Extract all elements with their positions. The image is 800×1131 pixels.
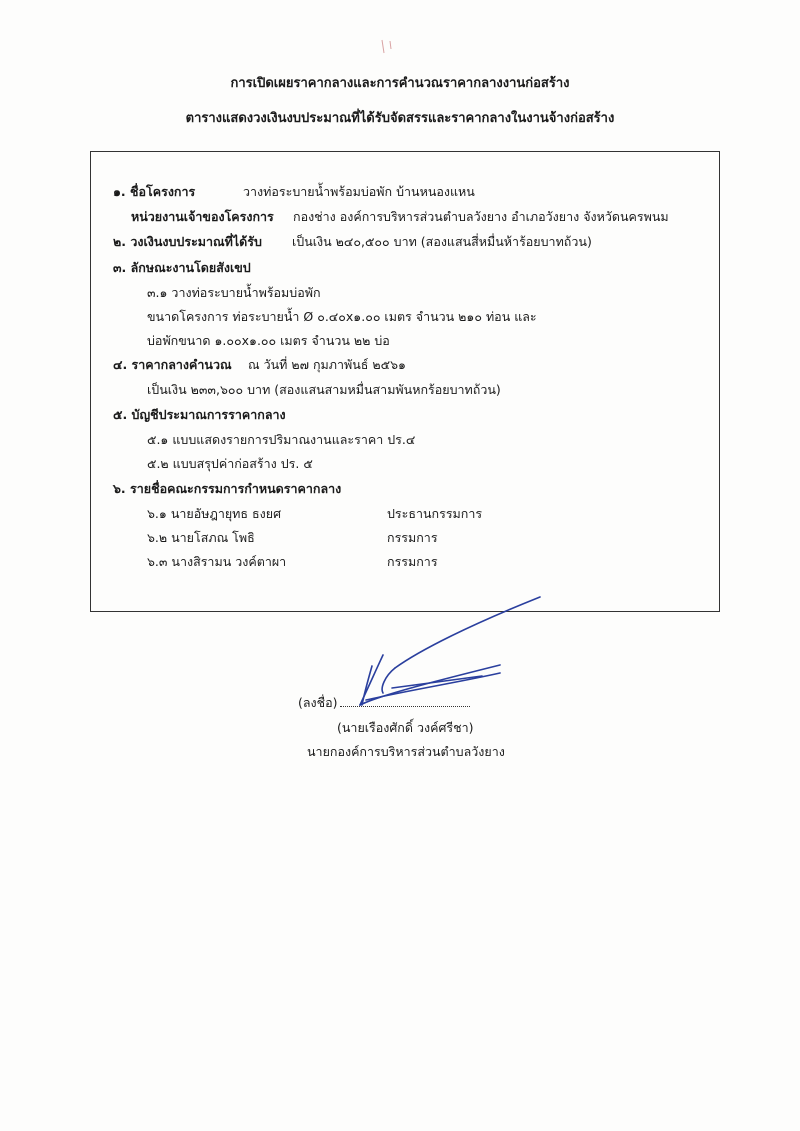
document-subtitle: ตารางแสดงวงเงินงบประมาณที่ได้รับจัดสรรและราคากลางในงานจ้างก่อสร้าง	[185, 111, 615, 126]
project-name-label: ๑. ชื่อโครงการ	[113, 184, 196, 199]
estimate-item-2: ๕.๒ แบบสรุปค่าก่อสร้าง ปร. ๕	[147, 456, 313, 471]
median-price-label: ๔. ราคากลางคำนวณ	[113, 357, 232, 372]
project-name-value: วางท่อระบายน้ำพร้อมบ่อพัก บ้านหนองแหน	[243, 184, 475, 199]
committee-member-role: ประธานกรรมการ	[387, 506, 483, 521]
median-price-date: ณ วันที่ ๒๗ กุมภาพันธ์ ๒๕๖๑	[248, 357, 406, 372]
scope-line-3: บ่อพักขนาด ๑.๐๐x๑.๐๐ เมตร จำนวน ๒๒ บ่อ	[147, 333, 390, 348]
scope-line-1: ๓.๑ วางท่อระบายน้ำพร้อมบ่อพัก	[147, 285, 321, 300]
budget-label: ๒. วงเงินงบประมาณที่ได้รับ	[113, 234, 262, 249]
signature-dotted-line	[340, 694, 470, 707]
signer-name: (นายเรืองศักดิ์ วงค์ศรีชา)	[337, 720, 474, 735]
estimate-list-label: ๕. บัญชีประมาณการราคากลาง	[113, 407, 286, 422]
faint-mark-icon	[370, 35, 400, 60]
committee-label: ๖. รายชื่อคณะกรรมการกำหนดราคากลาง	[113, 481, 342, 496]
scope-label: ๓. ลักษณะงานโดยสังเขป	[113, 260, 251, 275]
committee-member-name: ๖.๓ นางสิรามน วงค์ตาผา	[147, 554, 287, 569]
signature-line	[298, 693, 470, 713]
document-title: การเปิดเผยราคากลางและการคำนวณราคากลางงานก่อสร้าง	[230, 76, 570, 91]
committee-member-name: ๖.๒ นายโสภณ โพธิ	[147, 530, 255, 545]
median-price-value: เป็นเงิน ๒๓๓,๖๐๐ บาท (สองแสนสามหมื่นสามพันหกร้อยบาทถ้วน)	[147, 382, 501, 397]
sign-label: (ลงชื่อ)	[298, 695, 338, 710]
committee-member-role: กรรมการ	[387, 554, 438, 569]
budget-value: เป็นเงิน ๒๔๐,๕๐๐ บาท (สองแสนสี่หมื่นห้าร้อยบาทถ้วน)	[292, 234, 592, 249]
committee-member-role: กรรมการ	[387, 530, 438, 545]
estimate-item-1: ๕.๑ แบบแสดงรายการปริมาณงานและราคา ปร.๔	[147, 432, 416, 447]
project-owner-label: หน่วยงานเจ้าของโครงการ	[131, 209, 274, 224]
signer-title: นายกองค์การบริหารส่วนตำบลวังยาง	[307, 744, 505, 759]
project-owner-value: กองช่าง องค์การบริหารส่วนตำบลวังยาง อำเภอวังยาง จังหวัดนครพนม	[293, 209, 669, 224]
scope-line-2: ขนาดโครงการ ท่อระบายน้ำ Ø ๐.๔๐x๑.๐๐ เมตร จำนวน ๒๑๐ ท่อน และ	[147, 309, 537, 324]
committee-member-name: ๖.๑ นายอัษฎายุทธ ธงยศ	[147, 506, 282, 521]
